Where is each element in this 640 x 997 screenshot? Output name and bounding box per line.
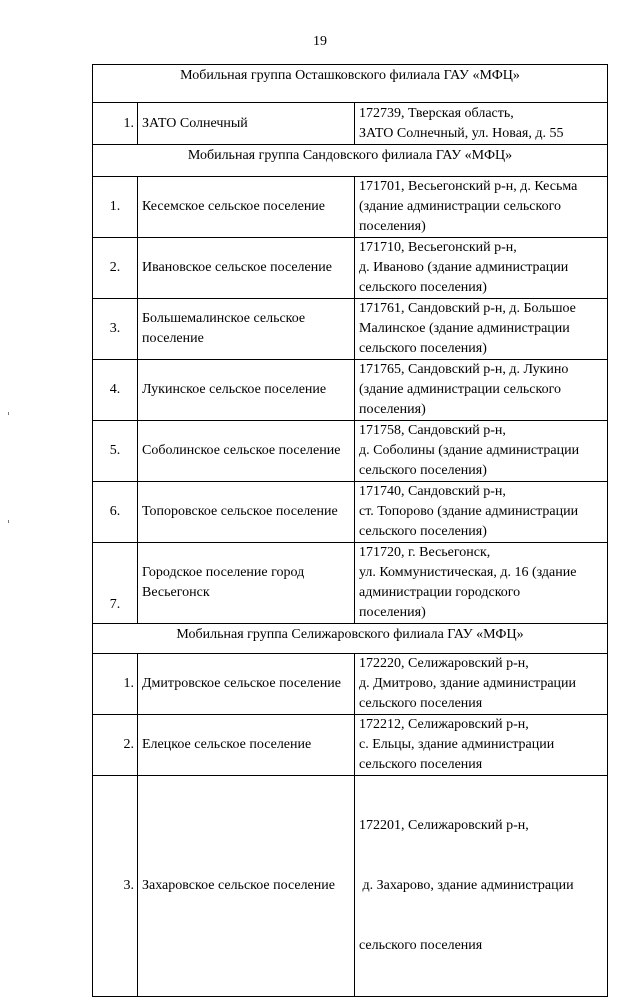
settlement-name: Кесемское сельское поселение xyxy=(138,177,355,238)
section-header-row xyxy=(93,145,608,177)
table-row xyxy=(93,776,608,997)
table-row xyxy=(93,482,608,543)
address-cell xyxy=(355,654,608,715)
row-number: 3. xyxy=(93,299,138,360)
table-row xyxy=(93,299,608,360)
address-line: 172212, Селижаровский р-н, xyxy=(359,717,529,732)
row-number: 6. xyxy=(93,482,138,543)
table-row xyxy=(93,103,608,145)
address-cell xyxy=(355,360,608,421)
table-row xyxy=(93,654,608,715)
address-cell xyxy=(355,103,608,145)
address-cell xyxy=(355,177,608,238)
table-row xyxy=(93,715,608,776)
page-number: 19 xyxy=(313,34,327,49)
address-cell xyxy=(355,482,608,543)
address-line: сельского поселения xyxy=(359,757,483,772)
address-line: Малинское (здание администрации xyxy=(359,321,570,336)
section-title: Мобильная группа Осташковского филиала ГАУ «МФЦ» xyxy=(93,65,608,103)
address-line: 171765, Сандовский р-н, д. Лукино xyxy=(359,362,569,377)
address-cell xyxy=(355,715,608,776)
address-line: 171701, Весьегонский р-н, д. Кесьма xyxy=(359,179,578,194)
address-line: 171740, Сандовский р-н, xyxy=(359,484,506,499)
address-cell xyxy=(355,421,608,482)
address-line: 172739, Тверская область, xyxy=(359,106,514,121)
address-line: поселения) xyxy=(359,605,426,620)
address-line: 171710, Весьегонский р-н, xyxy=(359,240,517,255)
row-number: 1. xyxy=(93,103,138,145)
settlement-name: Большемалинское сельское поселение xyxy=(138,299,355,360)
address-line: 172201, Селижаровский р-н, xyxy=(359,818,529,833)
address-cell xyxy=(355,238,608,299)
table-row xyxy=(93,177,608,238)
address-line: д. Иваново (здание администрации xyxy=(359,260,569,275)
mfc-table xyxy=(92,64,608,997)
address-line: (здание администрации сельского xyxy=(359,199,562,214)
address-line: ст. Топорово (здание администрации xyxy=(359,504,579,519)
row-number: 3. xyxy=(93,776,138,997)
address-line: администрации городского xyxy=(359,585,521,600)
settlement-name: Ивановское сельское поселение xyxy=(138,238,355,299)
row-number: 4. xyxy=(93,360,138,421)
address-line: д. Дмитрово, здание администрации xyxy=(359,676,577,691)
address-line: сельского поселения) xyxy=(359,524,487,539)
settlement-name: Дмитровское сельское поселение xyxy=(138,654,355,715)
address-cell xyxy=(355,543,608,624)
row-number: 7. xyxy=(93,543,138,624)
address-cell xyxy=(355,776,608,997)
scan-mark xyxy=(8,412,9,415)
row-number: 2. xyxy=(93,715,138,776)
row-number: 5. xyxy=(93,421,138,482)
address-line: 171758, Сандовский р-н, xyxy=(359,423,506,438)
settlement-name: Топоровское сельское поселение xyxy=(138,482,355,543)
row-number: 1. xyxy=(93,654,138,715)
address-line: д. Захарово, здание администрации xyxy=(359,878,574,893)
scan-mark xyxy=(8,520,9,523)
address-line: 171720, г. Весьегонск, xyxy=(359,545,491,560)
address-line: с. Ельцы, здание администрации xyxy=(359,737,555,752)
address-line: поселения) xyxy=(359,402,426,417)
settlement-name: Соболинское сельское поселение xyxy=(138,421,355,482)
address-line: 172220, Селижаровский р-н, xyxy=(359,656,529,671)
address-line: ЗАТО Солнечный, ул. Новая, д. 55 xyxy=(359,126,564,141)
address-line: сельского поселения) xyxy=(359,280,487,295)
settlement-name: Захаровское сельское поселение xyxy=(138,776,355,997)
row-number: 1. xyxy=(93,177,138,238)
section-header-row xyxy=(93,65,608,103)
row-number: 2. xyxy=(93,238,138,299)
address-line: сельского поселения xyxy=(359,696,483,711)
address-line: сельского поселения) xyxy=(359,463,487,478)
address-line: д. Соболины (здание администрации xyxy=(359,443,580,458)
section-header-row xyxy=(93,624,608,654)
settlement-name: Елецкое сельское поселение xyxy=(138,715,355,776)
address-line: ул. Коммунистическая, д. 16 (здание xyxy=(359,565,577,580)
table-row xyxy=(93,360,608,421)
address-line: сельского поселения xyxy=(359,938,483,953)
table-row xyxy=(93,238,608,299)
settlement-name: ЗАТО Солнечный xyxy=(138,103,355,145)
address-line: (здание администрации сельского xyxy=(359,382,562,397)
section-title: Мобильная группа Сандовского филиала ГАУ «МФЦ» xyxy=(93,145,608,177)
section-title: Мобильная группа Селижаровского филиала ГАУ «МФЦ» xyxy=(93,624,608,654)
table-row xyxy=(93,543,608,624)
settlement-name: Лукинское сельское поселение xyxy=(138,360,355,421)
address-line: сельского поселения) xyxy=(359,341,487,356)
address-cell xyxy=(355,299,608,360)
table-row xyxy=(93,421,608,482)
settlement-name: Городское поселение город Весьегонск xyxy=(138,543,355,624)
address-line: поселения) xyxy=(359,219,426,234)
address-line: 171761, Сандовский р-н, д. Большое xyxy=(359,301,576,316)
